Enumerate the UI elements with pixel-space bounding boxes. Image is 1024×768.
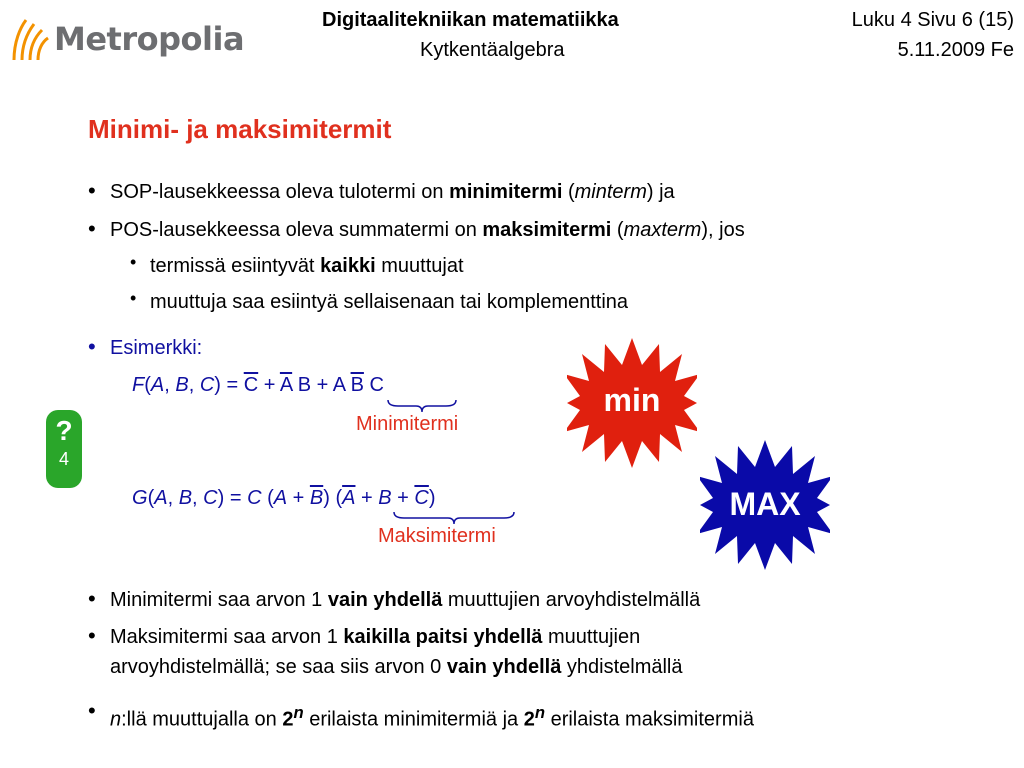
- sub-bullet-icon: •: [130, 288, 137, 308]
- sub-bullet-komplementti: muuttuja saa esiintyä sellaisenaan tai komplementtina: [150, 291, 629, 313]
- bullet-minimitermi: SOP-lausekkeessa oleva tulotermi on minimitermi (minterm) ja: [110, 181, 675, 203]
- bullet-maksimitermi-arvo: Maksimitermi saa arvon 1 kaikilla paitsi yhdellä muuttujien: [110, 626, 641, 648]
- g-expression: G(A, B, C) = C $(A + \overline{B})$ $(\overline{A} + B + \overline{C})$: [132, 487, 436, 509]
- metropolia-logo: [8, 10, 245, 66]
- sub-bullet-kaikki: termissä esiintyvät kaikki muuttujat: [150, 255, 464, 277]
- max-label: MAX: [729, 486, 801, 522]
- min-badge: [567, 338, 697, 468]
- course-title: Digitaalitekniikan matematiikka: [322, 9, 619, 31]
- bullet-icon: •: [88, 586, 96, 611]
- question-number: 4: [58, 449, 69, 469]
- chapter-page: Luku 4 Sivu 6 (15): [851, 9, 1014, 31]
- bullet-maksimitermi: POS-lausekkeessa oleva summatermi on maksimitermi (maxterm), jos: [110, 219, 745, 241]
- bullet-maksimitermi-arvo-cont: arvoyhdistelmällä; se saa siis arvon 0 vain yhdellä yhdistelmällä: [110, 656, 683, 678]
- question-badge[interactable]: [46, 410, 82, 488]
- topic-title: Kytkentäalgebra: [420, 39, 565, 61]
- bullet-minimitermi-arvo: Minimitermi saa arvon 1 vain yhdellä muuttujien arvoyhdistelmällä: [110, 589, 701, 611]
- minimitermi-label: Minimitermi: [356, 413, 459, 435]
- maksimitermi-label: Maksimitermi: [378, 525, 496, 547]
- bullet-icon: •: [88, 178, 96, 203]
- question-mark-icon: ?: [55, 415, 73, 446]
- sub-bullet-icon: •: [130, 252, 137, 272]
- f-expression: F(A, B, $C) = \overline{C} + \overline{A}$ B + A $\overline{B}$ C: [132, 374, 384, 396]
- max-badge: [700, 440, 830, 570]
- slide-title: Minimi- ja maksimitermit: [88, 114, 392, 144]
- logo-wordmark: Metropolia: [54, 20, 245, 58]
- bullet-icon: •: [88, 334, 96, 359]
- min-label: min: [603, 382, 661, 418]
- date-author: 5.11.2009 Fe: [897, 39, 1014, 61]
- logo-swirl-icon: [8, 14, 54, 64]
- bullet-icon: •: [88, 698, 96, 723]
- example-heading: Esimerkki:: [110, 337, 203, 359]
- bullet-icon: •: [88, 623, 96, 648]
- bullet-icon: •: [88, 216, 96, 241]
- bullet-termien-maara: n:llä muuttujalla on 2$^n$ erilaista minimitermiä ja 2$^n$ erilaista maksimitermiä: [110, 703, 754, 731]
